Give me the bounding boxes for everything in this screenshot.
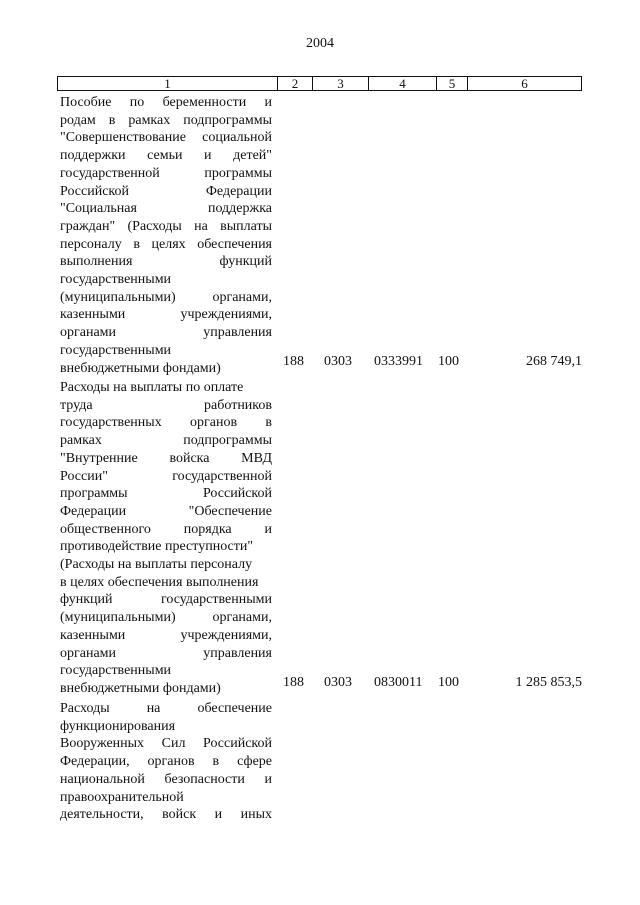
header-col-1: 1 (58, 77, 278, 90)
chapter-code: 188 (283, 354, 304, 369)
description-line: правоохранительной (60, 789, 184, 805)
header-col-5: 5 (437, 77, 468, 90)
description-line: Федерации, органов в сфере (60, 754, 272, 770)
table-header-row (57, 76, 582, 91)
description-line: Расходы на выплаты по оплате (60, 380, 244, 395)
amount-value: 1 285 853,5 (515, 675, 582, 690)
description-line: Федерации "Обеспечение (60, 503, 272, 519)
description-line: функций государственными (60, 592, 272, 608)
description-line: выполнения функций (60, 254, 272, 270)
amount-value: 268 749,1 (526, 354, 582, 369)
row-description (60, 94, 272, 377)
description-line: труда работников (60, 397, 272, 413)
description-line: России" государственной (60, 468, 272, 484)
description-line: персоналу в целях обеспечения (60, 236, 272, 252)
description-line: внебюджетными фондами) (60, 360, 221, 376)
header-col-6: 6 (521, 76, 528, 91)
description-line: функционирования (60, 718, 176, 734)
table-row (60, 379, 582, 698)
description-line: Вооруженных Сил Российской (60, 736, 272, 752)
description-line: (Расходы на выплаты персоналу (60, 557, 253, 573)
description-line: "Внутренние войска МВД (60, 450, 272, 466)
description-line: органами управления (60, 325, 272, 341)
description-line: казенными учреждениями, (60, 627, 272, 643)
description-line: деятельности, войск и иных (60, 807, 272, 823)
description-line: программы Российской (60, 486, 272, 502)
row-description (60, 379, 272, 698)
description-line: государственными (60, 342, 172, 358)
description-line: общественного порядка и (60, 521, 272, 537)
description-line: поддержки семьи и детей" (60, 148, 272, 164)
description-line: государственной программы (60, 165, 272, 181)
description-line: государственными (60, 272, 172, 288)
description-line: "Совершенствование социальной (60, 130, 272, 146)
description-line: национальной безопасности и (60, 771, 272, 787)
description-line: Пособие по беременности и (60, 95, 272, 110)
header-col-3: 3 (313, 77, 369, 90)
description-line: Российской Федерации (60, 183, 272, 199)
header-col-2: 2 (278, 77, 313, 90)
expense-type-code: 100 (438, 675, 459, 690)
table-row (60, 700, 582, 824)
section-code: 0303 (324, 354, 352, 369)
description-line: (муниципальными) органами, (60, 289, 272, 305)
description-line: "Социальная поддержка (60, 201, 272, 217)
description-line: казенными учреждениями, (60, 307, 272, 323)
page-number: 2004 (306, 36, 334, 51)
description-line: органами управления (60, 645, 272, 661)
description-line: в целях обеспечения выполнения (60, 574, 259, 590)
description-line: родам в рамках подпрограммы (60, 112, 272, 128)
header-col-4: 4 (369, 77, 437, 90)
chapter-code: 188 (283, 675, 304, 690)
description-line: внебюджетными фондами) (60, 680, 221, 696)
target-article-code: 0333991 (374, 354, 423, 369)
target-article-code: 0830011 (374, 675, 423, 690)
description-line: государственными (60, 663, 172, 679)
description-line: (муниципальными) органами, (60, 610, 272, 626)
row-description (60, 700, 272, 824)
description-line: государственных органов в (60, 415, 272, 431)
description-line: Расходы на обеспечение (60, 701, 272, 716)
description-line: противодействие преступности" (60, 539, 254, 555)
description-line: рамках подпрограммы (60, 433, 272, 449)
table-row (60, 94, 582, 377)
section-code: 0303 (324, 675, 352, 690)
description-line: граждан" (Расходы на выплаты (60, 218, 272, 234)
expense-type-code: 100 (438, 354, 459, 369)
